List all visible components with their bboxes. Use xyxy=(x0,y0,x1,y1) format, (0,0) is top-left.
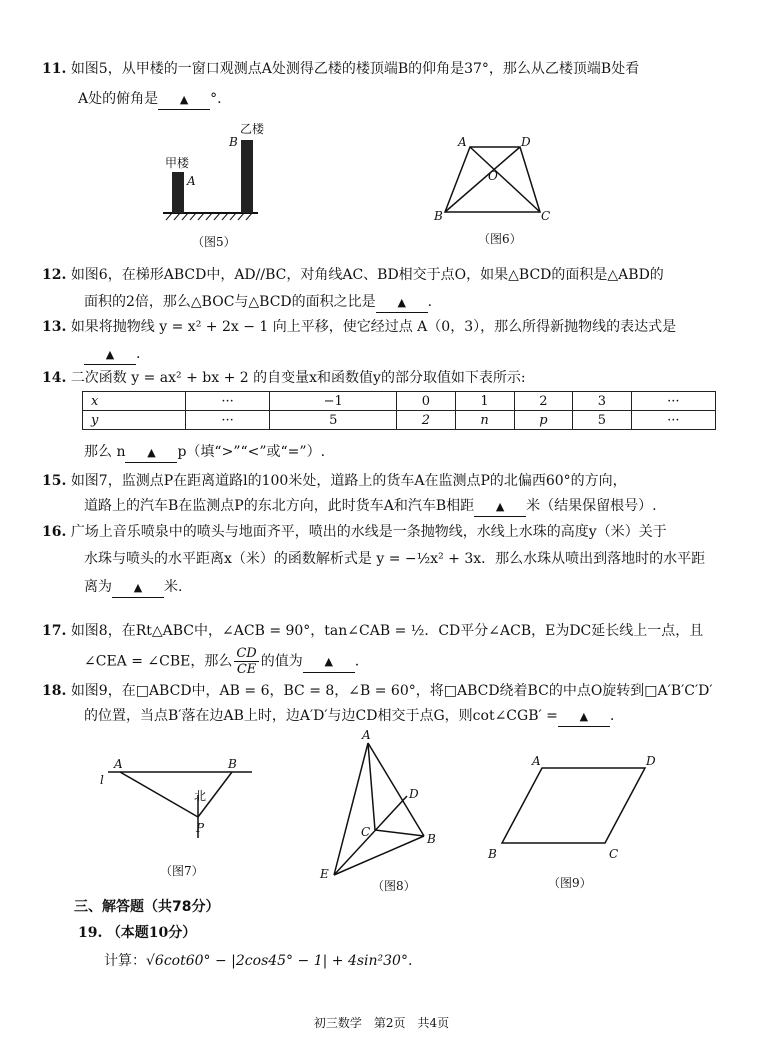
fig9-point-d: D xyxy=(646,754,656,768)
fig9-point-b: B xyxy=(488,847,497,861)
q17-text: 如图8，在Rt△ABC中，∠ACB = 90°，tan∠CAB = ½．CD平分∠ACB，E为DC延长线上一点，且 xyxy=(70,623,704,639)
q16-line2: 水珠与喷头的水平距离x（米）的函数解析式是 y = −½x² + 3x．那么水珠从喷出到落地时的水平距 xyxy=(84,551,706,567)
q17-line2: ∠CEA = ∠CBE，那么 $\frac{CD}{CE}$ 的值为 ▲ . xyxy=(84,646,360,677)
fig8-point-d: D xyxy=(409,787,419,801)
q18-text: 如图9，在□ABCD中，AB = 6，BC = 8，∠B = 60°，将□ABCD绕着BC的中点O旋转到□A′B′C′D′ xyxy=(70,683,713,699)
answer-blank-q17: ▲ xyxy=(303,651,355,673)
q13-line2: ▲ . xyxy=(84,345,140,365)
q18-number: 18. xyxy=(42,683,67,699)
fig7-line-label: l xyxy=(100,773,104,787)
fig5-point-a: A xyxy=(187,174,196,188)
q15-text: 如图7，监测点P在距离道路l的100米处，道路上的货车A在监测点P的北偏西60°的方向， xyxy=(70,473,627,489)
answer-blank-q18: ▲ xyxy=(558,707,610,727)
fig9-point-c: C xyxy=(609,847,619,861)
fig7-north-label: 北 xyxy=(194,789,207,803)
fig9-caption: （图9） xyxy=(548,876,592,890)
table-row-y: y ··· 5 2 n p 5 ··· xyxy=(83,411,716,430)
fig7-point-a: A xyxy=(114,757,123,771)
q19-header xyxy=(78,924,196,942)
fig5-label-jia: 甲楼 xyxy=(165,156,190,170)
q19-number: 19. xyxy=(78,925,103,941)
q16-line3: 离为 ▲ 米. xyxy=(84,578,182,598)
fig6-point-o: O xyxy=(488,169,498,183)
q16-text: 广场上音乐喷泉中的喷头与地面齐平，喷出的水线是一条抛物线，水线上水珠的高度y（米）关于 xyxy=(70,524,667,540)
answer-blank-q15: ▲ xyxy=(474,497,526,517)
q14-text: 二次函数 y = ax² + bx + 2 的自变量x和函数值y的部分取值如下表所示: xyxy=(70,370,526,386)
answer-blank-q12: ▲ xyxy=(376,293,428,313)
q12-number: 12. xyxy=(42,267,67,283)
q19-expression: 计算：√6cot60° − |2cos45° − 1| + 4sin²30°. xyxy=(104,953,413,969)
fig8-point-e: E xyxy=(320,867,329,881)
q19-score: （本题10分） xyxy=(106,925,197,941)
q13-text: 如果将抛物线 y = x² + 2x − 1 向上平移，使它经过点 A（0，3），那么所得新抛物线的表达式是 xyxy=(70,319,677,335)
answer-blank-q11: ▲ xyxy=(158,90,210,110)
q12-text: 如图6，在梯形ABCD中，AD//BC，对角线AC、BD相交于点O，如果△BCD的面积是△ABD的 xyxy=(70,267,664,283)
table-row-x: x ··· −1 0 1 2 3 ··· xyxy=(83,392,716,411)
q12-line2: 面积的2倍，那么△BOC与△BCD的面积之比是 ▲ . xyxy=(84,293,432,313)
q18-line2: 的位置，当点B′落在边AB上时，边A′D′与边CD相交于点G，则cot∠CGB′ = ▲ . xyxy=(84,707,614,727)
fig5-label-yi: 乙楼 xyxy=(240,122,265,136)
fig5-point-b: B xyxy=(229,135,238,149)
fig6-point-b: B xyxy=(434,209,443,223)
q15-line2: 道路上的汽车B在监测点P的东北方向，此时货车A和汽车B相距 ▲ 米（结果保留根号）. xyxy=(84,497,657,517)
answer-blank-q16: ▲ xyxy=(112,578,164,598)
answer-blank-q13: ▲ xyxy=(84,345,136,365)
fraction-cd-ce: $\frac{CD}{CE}$ xyxy=(236,646,257,677)
q15-number: 15. xyxy=(42,473,67,489)
fig8-caption: （图8） xyxy=(372,879,416,893)
fig6-point-c: C xyxy=(541,209,551,223)
q11-number: 11. xyxy=(42,61,67,77)
q11-text: 如图5，从甲楼的一窗口观测点A处测得乙楼的楼顶端B的仰角是37°，那么从乙楼顶端B处看 xyxy=(70,61,640,77)
fig9-point-a: A xyxy=(532,754,541,768)
fig8-point-b: B xyxy=(427,832,436,846)
q14-line2: 那么 n ▲ p（填“>”“<”或“=”）. xyxy=(84,443,325,463)
fig6-point-d: D xyxy=(521,135,531,149)
q13-number: 13. xyxy=(42,319,67,335)
fig7-caption: （图7） xyxy=(160,864,204,878)
q17-number: 17. xyxy=(42,623,67,639)
q11-line2: A处的俯角是 ▲ °. xyxy=(78,90,222,110)
page-footer: 初三数学 第2页 共4页 xyxy=(313,1016,450,1030)
q14-number: 14. xyxy=(42,370,67,386)
fig7-point-b: B xyxy=(228,757,237,771)
section-title: 三、解答题（共78分） xyxy=(74,899,220,915)
fig8-point-a: A xyxy=(362,728,371,742)
answer-blank-q14: ▲ xyxy=(125,443,177,463)
fig7-point-p: P xyxy=(196,821,205,835)
fig6-caption: （图6） xyxy=(478,232,522,246)
fig8-point-c: C xyxy=(361,825,371,839)
fig5-caption: （图5） xyxy=(192,235,236,249)
fig6-point-a: A xyxy=(458,135,467,149)
q16-number: 16. xyxy=(42,524,67,540)
